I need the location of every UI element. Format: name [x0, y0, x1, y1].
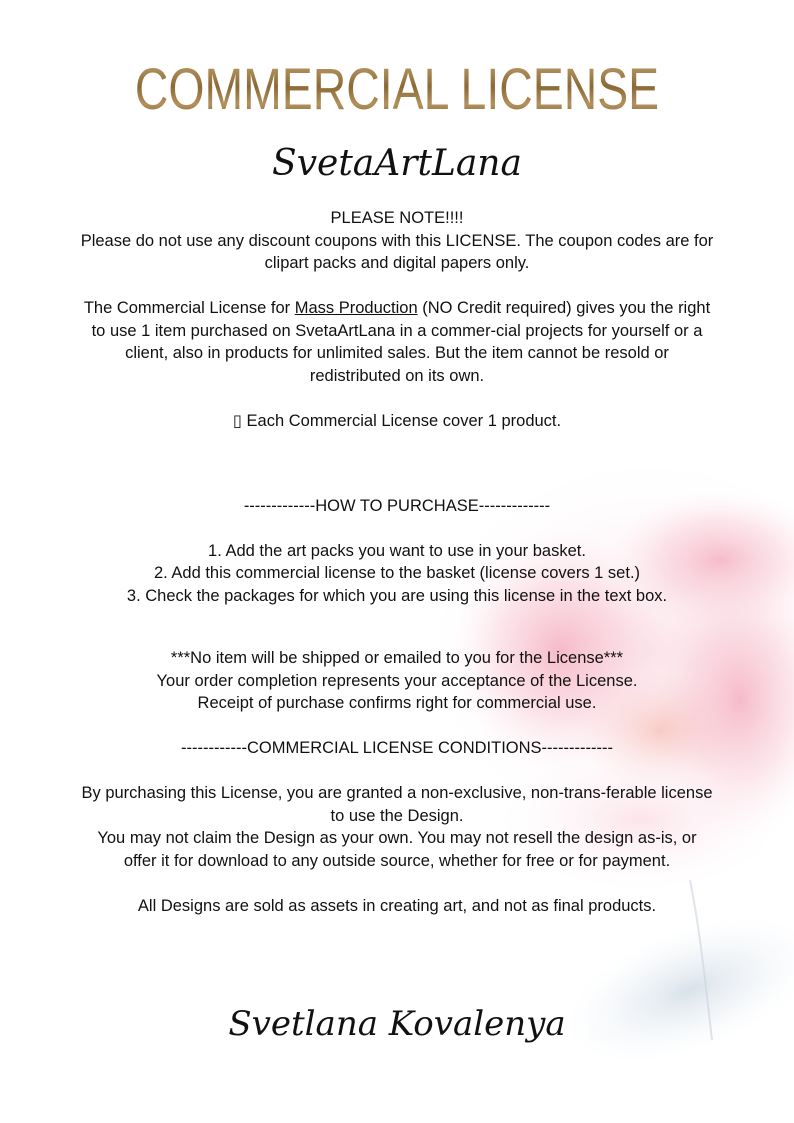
shipping-line-1: ***No item will be shipped or emailed to you for the License*** — [170, 649, 624, 667]
cover-line: ▯ Each Commercial License cover 1 product. — [232, 411, 562, 430]
how-to-purchase-heading: -------------HOW TO PURCHASE------------- — [243, 496, 551, 515]
purchase-steps — [80, 540, 714, 608]
conditions-para-2: You may not claim the Design as your own. You may not resell the design as-is, or offer it for download to any outside source, whether for free or for payment. — [97, 829, 697, 870]
author-signature: Svetlana Kovalenya — [228, 1004, 566, 1044]
purchase-step: 1. Add the art packs you want to use in your basket. — [208, 541, 586, 560]
intro-suffix: (NO Credit required) gives you the right to use 1 item purchased on SvetaArtLana in a commer-cial projects for yourself or a client, also in products for unlimited sales. But the item cannot be resold or redistributed on its own. — [91, 299, 711, 385]
license-body — [80, 207, 714, 917]
purchase-step: 2. Add this commercial license to the basket (license covers 1 set.) — [153, 564, 641, 582]
brand-signature: SvetaArtLana — [272, 143, 522, 184]
note-heading: PLEASE NOTE!!!! — [330, 209, 464, 227]
conditions-para-3: All Designs are sold as assets in creating art, and not as final products. — [137, 896, 657, 915]
page-title: COMMERCIAL LICENSE — [79, 55, 714, 125]
conditions-para-1: By purchasing this License, you are granted a non-exclusive, non-trans-ferable license to use the Design. — [81, 784, 713, 825]
shipping-line-2: Your order completion represents your acceptance of the License. — [156, 671, 638, 690]
shipping-line-3: Receipt of purchase confirms right for commercial use. — [197, 694, 597, 712]
conditions-heading: ------------COMMERCIAL LICENSE CONDITIONS------------- — [181, 739, 613, 757]
license-intro — [80, 297, 714, 387]
note-text: Please do not use any discount coupons with this LICENSE. The coupon codes are for clipart packs and digital papers only. — [80, 231, 714, 272]
mass-production-link[interactable]: Mass Production — [294, 299, 418, 317]
leaf-shape — [547, 889, 794, 1091]
purchase-step: 3. Check the packages for which you are using this license in the text box. — [126, 586, 668, 605]
intro-prefix: The Commercial License for — [83, 299, 295, 317]
